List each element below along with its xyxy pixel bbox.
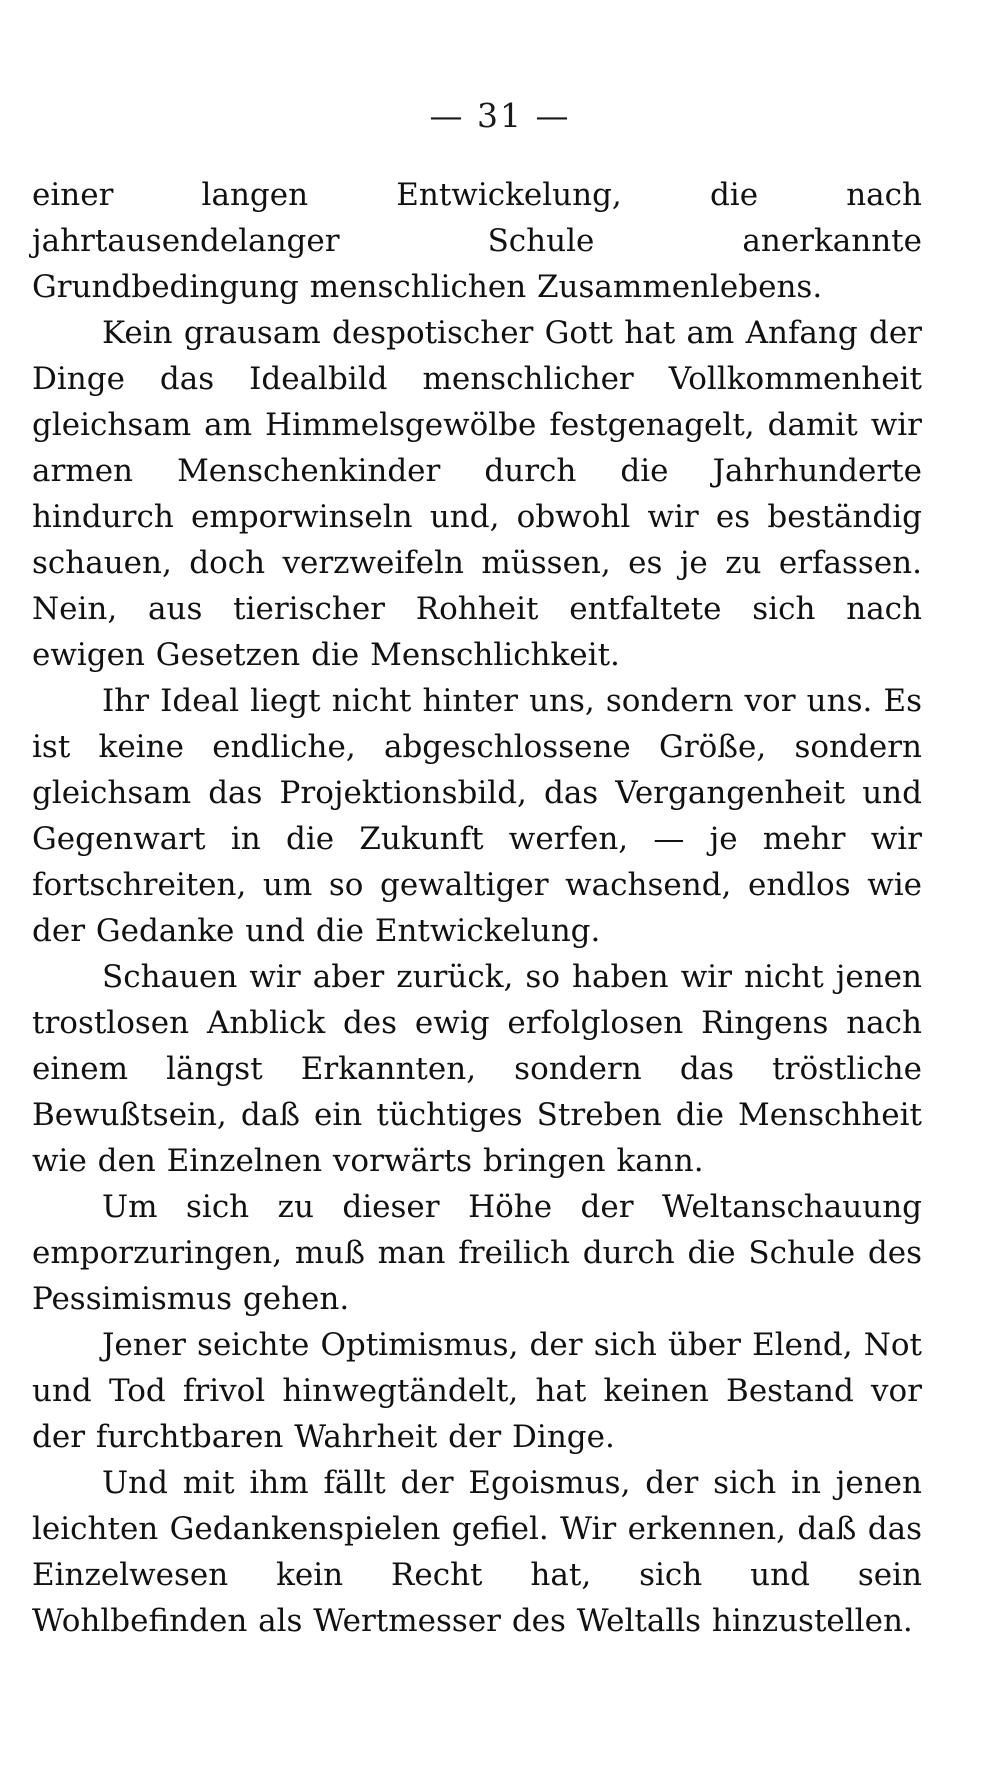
page-body [32, 172, 922, 1644]
paragraph: Kein grausam despotischer Gott hat am Anfang der Dinge das Idealbild menschlicher Vollkommenheit gleichsam am Himmelsgewölbe festgenagelt, damit wir armen Menschenkinder durch die Jahrhunderte hindurch emporwinseln und, obwohl wir es beständig schauen, doch verzweifeln müssen, es je zu erfassen. Nein, aus tierischer Rohheit entfaltete sich nach ewigen Gesetzen die Menschlichkeit. [32, 315, 922, 673]
paragraph: Jener seichte Optimismus, der sich über Elend, Not und Tod frivol hinwegtändelt, hat keinen Bestand vor der furchtbaren Wahrheit der Dinge. [32, 1327, 922, 1455]
paragraph: Um sich zu dieser Höhe der Weltanschauung emporzuringen, muß man freilich durch die Schule des Pessimismus gehen. [32, 1189, 922, 1317]
page-number: — 31 — [429, 96, 571, 135]
paragraph-continuation: einer langen Entwickelung, die nach jahrtausendelanger Schule anerkannte Grundbedingung menschlichen Zusammenlebens. [32, 177, 922, 305]
paragraph: Und mit ihm fällt der Egoismus, der sich in jenen leichten Gedankenspielen gefiel. Wir erkennen, daß das Einzelwesen kein Recht hat, sich und sein Wohlbefinden als Wertmesser des Weltalls hinzustellen. [32, 1465, 922, 1639]
paragraph: Ihr Ideal liegt nicht hinter uns, sondern vor uns. Es ist keine endliche, abgeschlossene Größe, sondern gleichsam das Projektionsbild, das Vergangenheit und Gegenwart in die Zukunft werfen, — je mehr wir fortschreiten, um so gewaltiger wachsend, endlos wie der Gedanke und die Entwickelung. [32, 683, 922, 949]
paragraph: Schauen wir aber zurück, so haben wir nicht jenen trostlosen Anblick des ewig erfolglosen Ringens nach einem längst Erkannten, sondern das tröstliche Bewußtsein, daß ein tüchtiges Streben die Menschheit wie den Einzelnen vorwärts bringen kann. [32, 959, 922, 1179]
